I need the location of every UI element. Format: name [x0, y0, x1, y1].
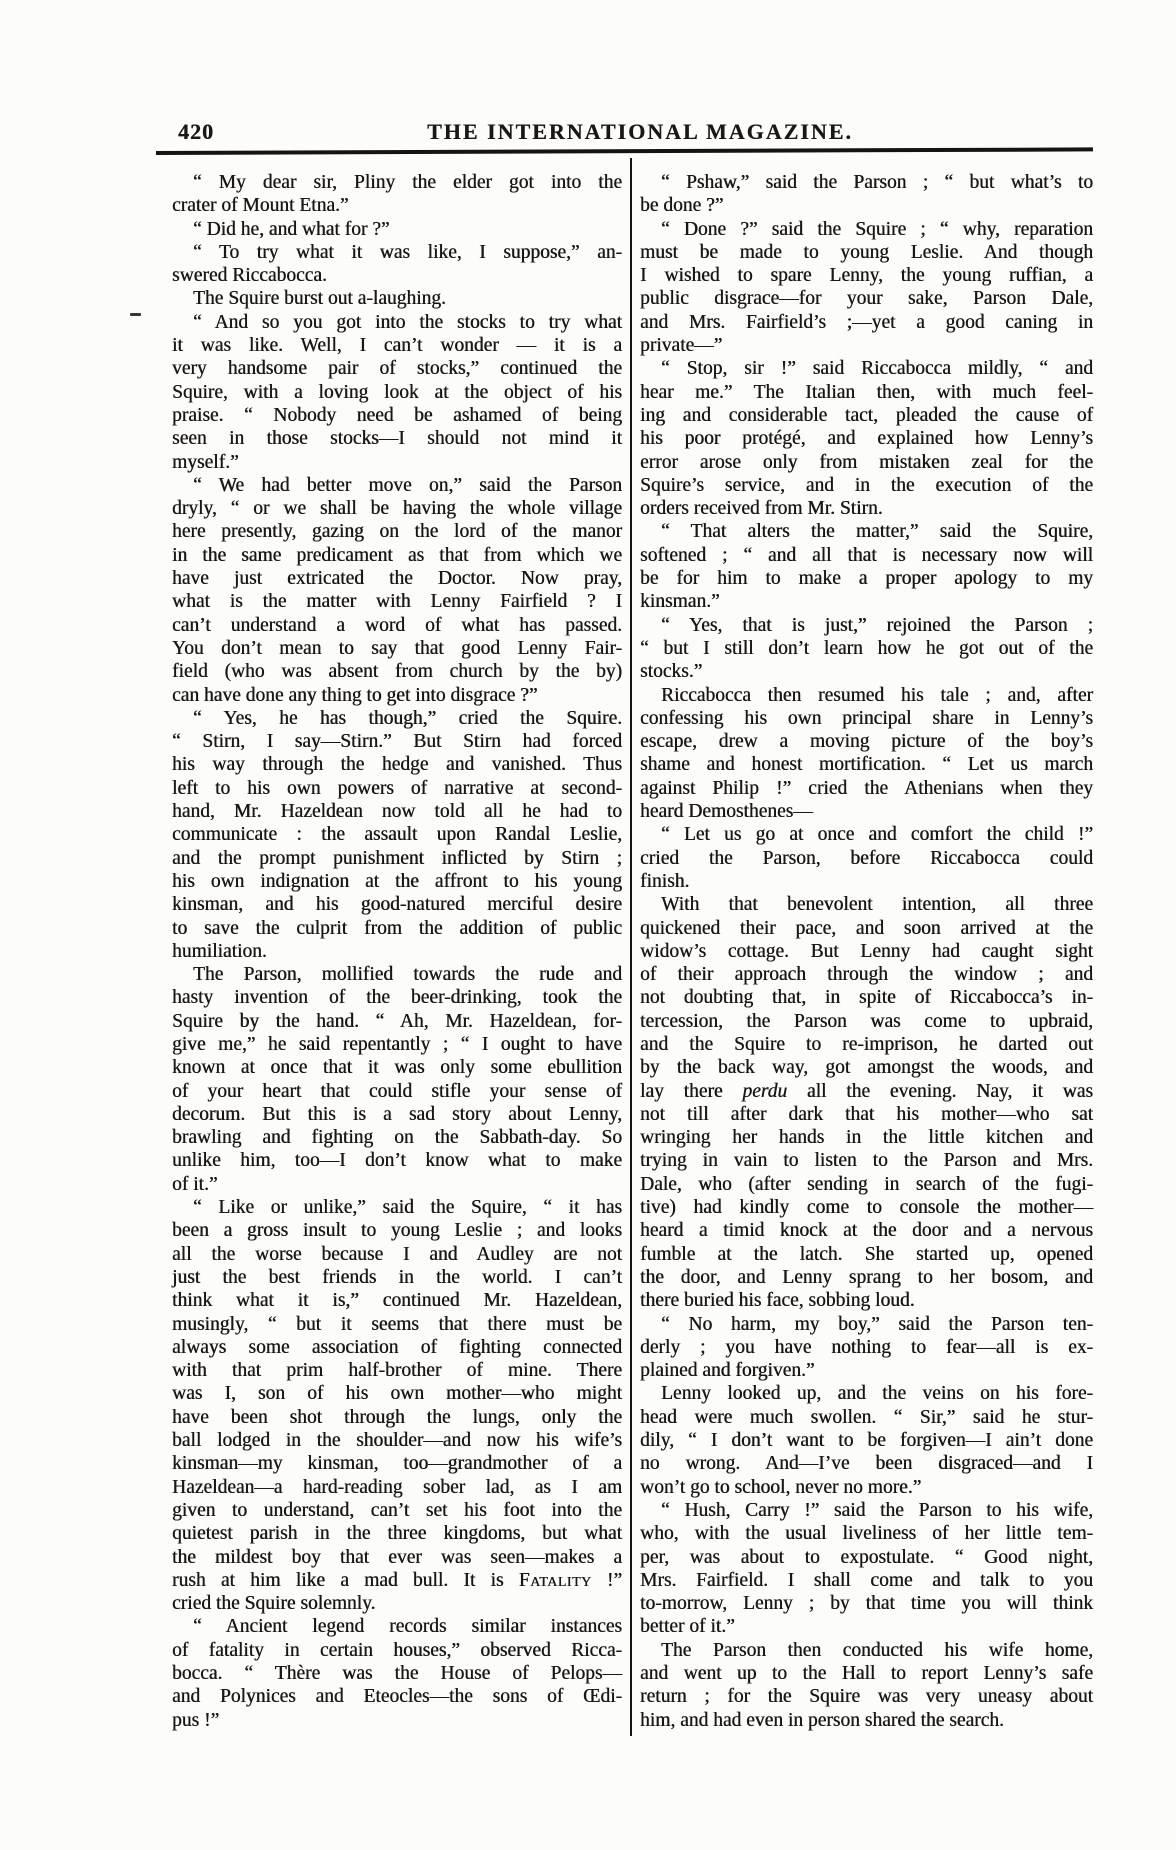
paragraph	[640, 684, 1093, 824]
text-line: decorum. But this is a sad story about Lenny,	[172, 1103, 622, 1125]
text-line: return ; for the Squire was very uneasy about	[640, 1686, 1093, 1708]
paragraph	[172, 218, 622, 241]
text-line: “ but I still don’t learn how he got out of the	[640, 637, 1093, 659]
text-line: The Parson then conducted his wife home,	[661, 1639, 1093, 1661]
text-line: there buried his face, sobbing loud.	[640, 1290, 915, 1312]
text-line: no wrong. And—I’ve been disgraced—and I	[640, 1453, 1093, 1475]
text-line: been a gross insult to young Leslie ; and looks	[172, 1220, 622, 1242]
text-line: and Mrs. Fairfield’s ;—yet a good caning in	[640, 311, 1093, 333]
text-line: The Parson, mollified towards the rude and	[193, 964, 622, 986]
text-line: orders received from Mr. Stirn.	[640, 498, 883, 520]
text-line: heard Demosthenes—	[640, 801, 813, 823]
text-line: known at once that it was only some ebullition	[172, 1057, 622, 1079]
text-line: who, with the usual liveliness of her little tem-	[640, 1523, 1093, 1545]
text-line: error arose only from mistaken zeal for the	[640, 451, 1093, 473]
text-line: the mildest boy that ever was seen—makes a	[172, 1546, 622, 1568]
paragraph	[172, 707, 622, 963]
text-line: unlike him, too—I don’t know what to make	[172, 1150, 622, 1172]
text-line: his poor protégé, and explained how Lenny’s	[640, 428, 1093, 450]
text-line: “ Let us go at once and comfort the child !”	[661, 824, 1093, 846]
paragraph	[640, 1382, 1093, 1498]
text-line: communicate : the assault upon Randal Leslie,	[172, 824, 622, 846]
paragraph	[640, 218, 1093, 358]
text-line: his way through the hedge and vanished. Thus	[172, 754, 622, 776]
text-line: all the worse because I and Audley are not	[172, 1243, 622, 1265]
text-line: finish.	[640, 870, 690, 892]
text-line: “ Pshaw,” said the Parson ; “ but what’s to	[661, 172, 1093, 193]
text-line: and went up to the Hall to report Lenny’s safe	[640, 1663, 1093, 1684]
running-header-title: THE INTERNATIONAL MAGAZINE.	[427, 119, 853, 144]
text-line: I wished to spare Lenny, the young ruffian, a	[640, 265, 1093, 287]
text-line: “ That alters the matter,” said the Squire,	[661, 521, 1093, 543]
text-line: bocca. “ Thère was the House of Pelops—	[172, 1663, 622, 1684]
paragraph	[172, 474, 622, 707]
paragraph	[640, 171, 1093, 218]
paragraph	[172, 171, 622, 218]
paragraph	[640, 614, 1093, 684]
text-line: Dale, who (after sending in search of the fugi-	[640, 1173, 1093, 1195]
text-line: by the back way, got amongst the woods, and	[640, 1057, 1093, 1079]
text-line: With that benevolent intention, all three	[661, 894, 1093, 916]
paragraph	[640, 357, 1093, 520]
text-line: lay there perdu all the evening. Nay, it was	[640, 1080, 1093, 1102]
text-line: “ And so you got into the stocks to try what	[193, 311, 622, 333]
text-line: better of it.”	[640, 1616, 735, 1638]
text-line: won’t go to school, never no more.”	[640, 1476, 922, 1498]
text-line: derly ; you have nothing to fear—all is ex-	[640, 1336, 1093, 1358]
text-line: of their approach through the window ; and	[640, 964, 1093, 986]
text-line: hasty invention of the beer-drinking, took the	[172, 987, 622, 1009]
text-line: confessing his own principal share in Lenny’s	[640, 707, 1093, 729]
text-line: to-morrow, Lenny ; by that time you will think	[640, 1593, 1093, 1615]
text-line: him, and had even in person shared the search.	[640, 1709, 1004, 1731]
text-line: cried the Squire solemnly.	[172, 1593, 376, 1615]
text-line: seen in those stocks—I should not mind it	[172, 428, 622, 450]
text-line: ing and considerable tact, pleaded the cause of	[640, 404, 1093, 426]
text-line: Hazeldean—a hard-reading sober lad, as I am	[172, 1476, 622, 1498]
text-line: here presently, gazing on the lord of the manor	[172, 521, 622, 543]
text-line: with that prim half-brother of mine. There	[172, 1360, 622, 1382]
text-line: “ Stirn, I say—Stirn.” But Stirn had forced	[172, 731, 622, 753]
text-line: The Squire burst out a-laughing.	[193, 288, 446, 310]
text-line: of your heart that could stifle your sense of	[172, 1080, 622, 1102]
text-line: to save the culprit from the addition of public	[172, 917, 622, 939]
text-line: “ Yes, that is just,” rejoined the Parson ;	[661, 614, 1093, 636]
text-line: have just extricated the Doctor. Now pray,	[172, 568, 622, 590]
text-line: “ Hush, Carry !” said the Parson to his wife,	[661, 1499, 1093, 1521]
text-line: praise. “ Nobody need be ashamed of being	[172, 404, 622, 426]
text-line: be done ?”	[640, 195, 724, 217]
text-line: Squire by the hand. “ Ah, Mr. Hazeldean, for-	[172, 1010, 622, 1032]
text-line: softened ; “ and all that is necessary now will	[640, 544, 1093, 566]
text-line: “ Like or unlike,” said the Squire, “ it has	[193, 1197, 622, 1219]
text-line: per, was about to expostulate. “ Good night,	[640, 1546, 1093, 1568]
text-line: field (who was absent from church by the by)	[172, 661, 622, 683]
right-column	[640, 171, 1093, 1732]
text-line: not doubting that, in spite of Riccabocca’s in-	[640, 987, 1093, 1009]
text-line: give me,” he said repentantly ; “ I ought to have	[172, 1033, 622, 1055]
text-line: heard a timid knock at the door and a nervous	[640, 1220, 1093, 1242]
text-line: swered Riccabocca.	[172, 265, 327, 287]
text-line: wringing her hands in the little kitchen and	[640, 1127, 1093, 1149]
text-line: must be made to young Leslie. And though	[640, 241, 1093, 263]
text-line: trying in vain to listen to the Parson and Mrs.	[640, 1150, 1093, 1172]
text-line: and Polynices and Eteocles—the sons of Œdi-	[172, 1686, 622, 1708]
text-line: hear me.” The Italian then, with much feel-	[640, 381, 1093, 403]
text-line: in the same predicament as that from which we	[172, 544, 622, 566]
text-line: ball lodged in the shoulder—and now his wife’s	[172, 1430, 622, 1452]
text-line: what is the matter with Lenny Fairfield ? I	[172, 591, 622, 613]
text-line: rush at him like a mad bull. It is Fatality !”	[172, 1569, 623, 1591]
text-line: kinsman.”	[640, 591, 720, 613]
text-line: kinsman—my kinsman, too—grandmother of a	[172, 1453, 622, 1475]
text-line: pus !”	[172, 1709, 220, 1731]
text-line: cried the Parson, before Riccabocca could	[640, 847, 1093, 869]
text-line: just the best friends in the world. I can’t	[172, 1266, 622, 1288]
text-line: “ Yes, he has though,” cried the Squire.	[193, 707, 622, 729]
text-line: dryly, “ or we shall be having the whole village	[172, 498, 622, 520]
text-line: “ To try what it was like, I suppose,” an-	[193, 241, 622, 263]
margin-mark	[130, 313, 141, 316]
text-line: the door, and Lenny sprang to her bosom, and	[640, 1266, 1093, 1288]
text-line: was I, son of his own mother—who might	[172, 1383, 622, 1405]
text-line: private—”	[640, 335, 723, 357]
text-line: of it.”	[172, 1173, 218, 1195]
text-line: left to his own powers of narrative at second-	[172, 777, 622, 799]
text-line: myself.”	[172, 451, 239, 473]
text-line: plained and forgiven.”	[640, 1360, 815, 1382]
paragraph	[172, 311, 622, 474]
text-line: kinsman, and his good-natured merciful desire	[172, 894, 622, 916]
text-line: “ No harm, my boy,” said the Parson ten-	[661, 1313, 1093, 1335]
text-line: not till after dark that his mother—who sat	[640, 1103, 1093, 1125]
text-line: shame and honest mortification. “ Let us march	[640, 754, 1093, 776]
text-line: tercession, the Parson was come to upbraid,	[640, 1010, 1093, 1032]
text-line: crater of Mount Etna.”	[172, 195, 349, 217]
text-line: fumble at the latch. She started up, opened	[640, 1243, 1093, 1265]
text-line: stocks.”	[640, 661, 703, 683]
text-line: humiliation.	[172, 940, 267, 962]
text-line: Riccabocca then resumed his tale ; and, after	[661, 684, 1093, 706]
text-line: given to understand, can’t set his foot into the	[172, 1499, 622, 1521]
text-line: and the Squire to re-imprison, he darted out	[640, 1033, 1093, 1055]
text-line: “ Ancient legend records similar instances	[193, 1616, 622, 1638]
paragraph	[640, 1499, 1093, 1639]
paragraph	[172, 241, 622, 288]
text-line: quietest parish in the three kingdoms, but what	[172, 1523, 622, 1545]
paragraph	[172, 1615, 622, 1731]
text-line: You don’t mean to say that good Lenny Fair-	[172, 637, 622, 659]
page-number: 420	[178, 119, 214, 144]
text-line: his own indignation at the affront to his young	[172, 870, 622, 892]
text-line: musingly, “ but it seems that there must be	[172, 1313, 622, 1335]
text-line: quickened their pace, and soon arrived at the	[640, 917, 1093, 939]
text-line: very handsome pair of stocks,” continued the	[172, 358, 622, 380]
text-line: brawling and fighting on the Sabbath-day. So	[172, 1127, 622, 1149]
paragraph	[172, 287, 622, 310]
text-line: can have done any thing to get into disgrace ?”	[172, 684, 538, 706]
paragraph	[640, 893, 1093, 1312]
text-line: against Philip !” cried the Athenians when they	[640, 777, 1093, 799]
text-line: head were much swollen. “ Sir,” said he stur-	[640, 1406, 1093, 1428]
text-line: have been shot through the lungs, only the	[172, 1406, 622, 1428]
column-divider	[630, 158, 632, 1736]
text-line: and the prompt punishment inflicted by Stirn ;	[172, 847, 622, 869]
paragraph	[640, 1313, 1093, 1383]
text-line: tive) had kindly come to console the mother—	[640, 1197, 1093, 1219]
paragraph	[172, 963, 622, 1196]
text-line: it was like. Well, I can’t wonder — it is a	[172, 335, 622, 357]
text-line: of fatality in certain houses,” observed Ricca-	[172, 1639, 622, 1661]
text-line: Squire, with a loving look at the object of his	[172, 381, 622, 403]
text-line: public disgrace—for your sake, Parson Dale,	[640, 288, 1093, 310]
paragraph	[640, 823, 1093, 893]
paragraph	[172, 1196, 622, 1615]
text-line: “ Done ?” said the Squire ; “ why, reparation	[661, 218, 1093, 240]
text-line: escape, drew a moving picture of the boy’s	[640, 731, 1093, 753]
left-column	[172, 171, 622, 1732]
text-line: Squire’s service, and in the execution of the	[640, 474, 1093, 496]
text-line: Lenny looked up, and the veins on his fore-	[661, 1383, 1093, 1405]
text-line: be for him to make a proper apology to my	[640, 568, 1093, 590]
text-line: “ My dear sir, Pliny the elder got into the	[193, 172, 622, 193]
text-line: dily, “ I don’t want to be forgiven—I ain’t done	[640, 1430, 1093, 1452]
header-rule	[156, 147, 1093, 155]
text-line: Mrs. Fairfield. I shall come and talk to you	[640, 1569, 1093, 1591]
text-line: “ We had better move on,” said the Parson	[193, 474, 622, 496]
text-line: widow’s cottage. But Lenny had caught sight	[640, 940, 1093, 962]
text-line: “ Did he, and what for ?”	[193, 218, 390, 240]
paragraph	[640, 520, 1093, 613]
text-line: can’t understand a word of what has passed.	[172, 614, 622, 636]
text-line: “ Stop, sir !” said Riccabocca mildly, “ and	[661, 358, 1093, 380]
text-line: hand, Mr. Hazeldean now told all he had to	[172, 801, 622, 823]
text-line: think what it is,” continued Mr. Hazeldean,	[172, 1290, 622, 1312]
paragraph	[640, 1639, 1093, 1732]
text-line: always some association of fighting connected	[172, 1336, 622, 1358]
